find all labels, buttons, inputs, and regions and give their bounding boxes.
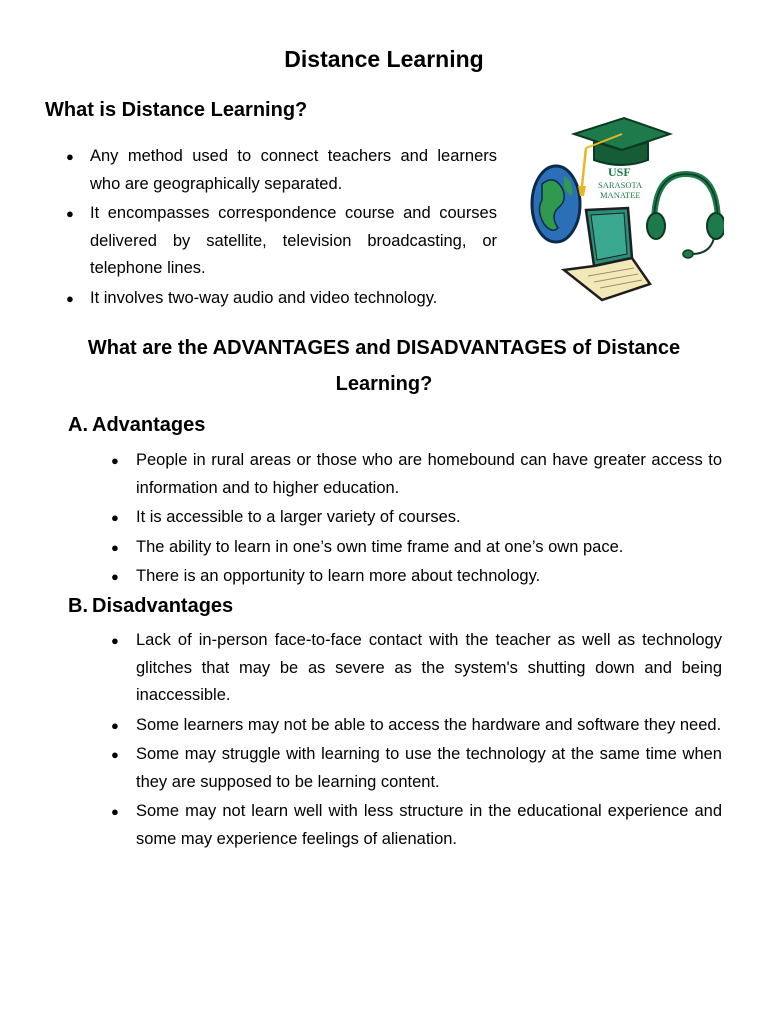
list-item-text: Some may not learn well with less structure in the educational experience and some may experience feelings of alienation. bbox=[136, 802, 722, 848]
bullet-icon: ● bbox=[111, 717, 119, 733]
cap-text-3: MANATEE bbox=[600, 190, 641, 200]
cap-text-2: SARASOTA bbox=[598, 180, 643, 190]
bullet-icon: ● bbox=[66, 149, 74, 164]
document-title: Distance Learning bbox=[284, 46, 484, 72]
globe-icon bbox=[532, 166, 580, 242]
list-item-text: Any method used to connect teachers and learners who are geographically separated. bbox=[90, 147, 497, 193]
disadvantages-list bbox=[111, 627, 722, 855]
bullet-icon: ● bbox=[111, 510, 119, 525]
list-item-text: Some may struggle with learning to use the technology at the same time when they are supposed to be learning content. bbox=[136, 745, 722, 791]
list-item-text: Some learners may not be able to access the hardware and software they need. bbox=[136, 715, 722, 734]
list-item bbox=[111, 741, 722, 796]
headset-icon bbox=[647, 174, 724, 258]
list-item-text: The ability to learn in one’s own time frame and at one’s own pace. bbox=[136, 537, 624, 556]
bullet-icon: ● bbox=[111, 569, 119, 584]
list-item-text: People in rural areas or those who are homebound can have greater access to information and to higher education. bbox=[136, 451, 722, 497]
intro-bullet-list bbox=[66, 143, 497, 314]
advantages-list bbox=[111, 447, 722, 593]
bullet-icon: ● bbox=[111, 633, 119, 648]
list-item-text: Lack of in-person face-to-face contact with the teacher as well as technology glitches that may be as severe as the system's shutting down and being inaccessible. bbox=[136, 631, 722, 704]
section-letter: A. bbox=[68, 414, 88, 436]
intro-heading: What is Distance Learning? bbox=[45, 99, 308, 121]
cap-text-1: USF bbox=[608, 165, 631, 179]
list-item-text: It involves two-way audio and video technology. bbox=[90, 288, 438, 307]
section-letter: B. bbox=[68, 595, 88, 617]
list-item-text: It is accessible to a larger variety of courses. bbox=[136, 508, 461, 526]
comparison-heading: What are the ADVANTAGES and DISADVANTAGES of Distance Learning? bbox=[87, 337, 681, 395]
list-item bbox=[66, 285, 497, 313]
list-item-text: There is an opportunity to learn more about technology. bbox=[136, 567, 541, 585]
advantages-heading bbox=[68, 414, 205, 437]
list-item bbox=[111, 447, 722, 502]
bullet-icon: ● bbox=[111, 453, 119, 468]
bullet-icon: ● bbox=[66, 290, 74, 306]
bullet-icon: ● bbox=[111, 539, 119, 555]
section-title: Advantages bbox=[92, 414, 206, 436]
list-item bbox=[111, 798, 722, 853]
list-item bbox=[111, 534, 722, 562]
list-item-text: It encompasses correspondence course and courses delivered by satellite, television broadcasting, or telephone lines. bbox=[90, 204, 497, 277]
list-item bbox=[111, 504, 722, 532]
section-title: Disadvantages bbox=[92, 595, 234, 617]
list-item bbox=[111, 627, 722, 710]
list-item bbox=[66, 200, 497, 283]
bullet-icon: ● bbox=[111, 804, 119, 819]
distance-learning-illustration bbox=[524, 104, 724, 304]
bullet-icon: ● bbox=[111, 747, 119, 762]
list-item bbox=[66, 143, 497, 198]
disadvantages-heading bbox=[68, 595, 233, 618]
bullet-icon: ● bbox=[66, 206, 74, 221]
list-item bbox=[111, 712, 722, 740]
list-item bbox=[111, 563, 722, 591]
